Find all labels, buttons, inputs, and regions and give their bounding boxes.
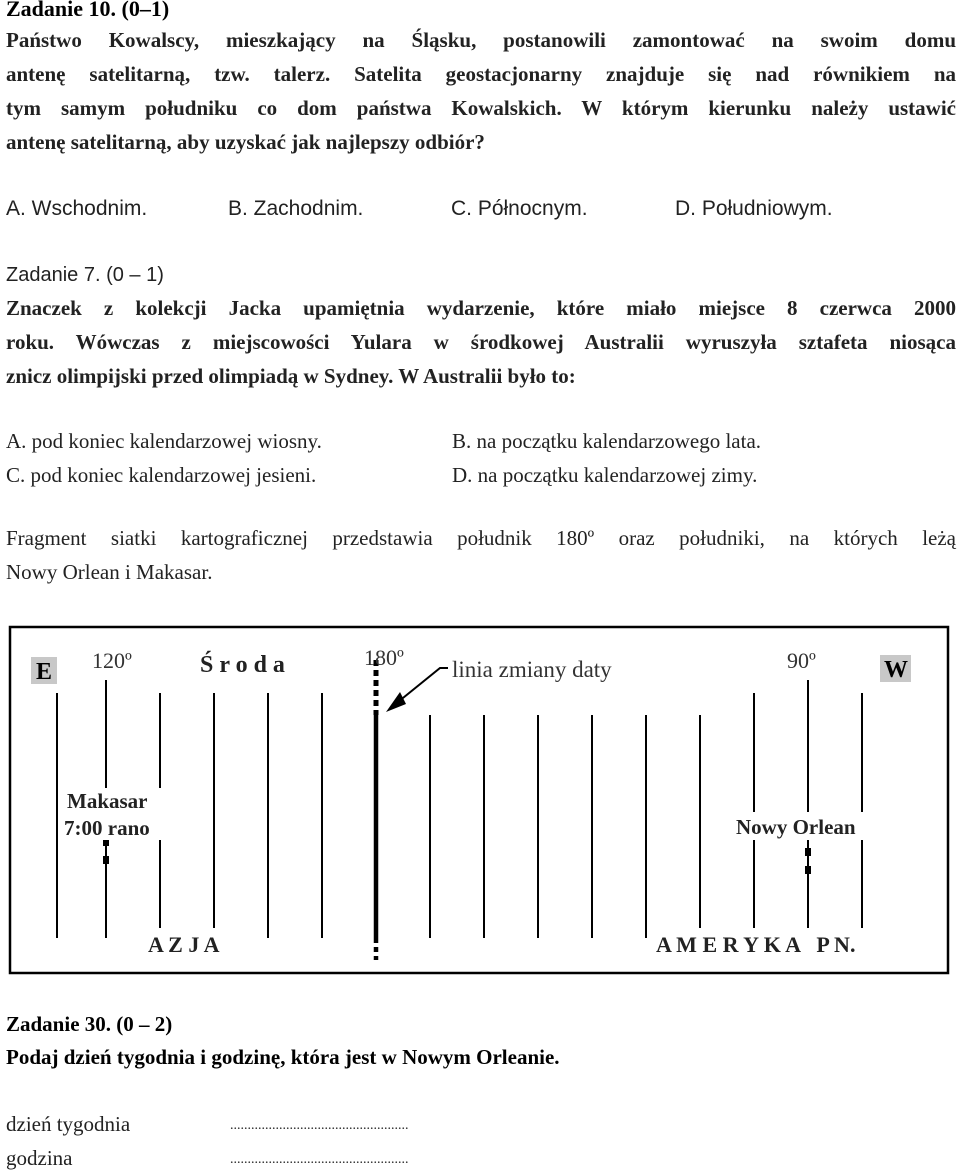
label-east: E — [35, 659, 53, 685]
task7-option-b[interactable]: B. na początku kalendarzowego lata. — [452, 429, 762, 453]
degree-90-label: 90º — [787, 648, 816, 673]
task30-question: Podaj dzień tygodnia i godzinę, która jest w Nowym Orleanie. — [6, 1045, 560, 1069]
task10-option-d[interactable]: D. Południowym. — [675, 197, 833, 220]
answer-day-label: dzień tygodnia — [6, 1112, 131, 1136]
answer-day-field[interactable]: ................................................... — [230, 1118, 409, 1133]
task10-option-a[interactable]: A. Wschodnim. — [6, 197, 148, 220]
answer-hour-label: godzina — [6, 1146, 73, 1170]
date-line-label: linia zmiany daty — [452, 657, 612, 682]
task10-text-line-3: tym samym południku co dom państwa Kowalskich. W którym kierunku należy ustawić — [6, 96, 956, 120]
nowy-orlean-label: Nowy Orlean — [736, 815, 856, 839]
task10-option-c[interactable]: C. Północnym. — [451, 197, 588, 220]
intro-line-2: Nowy Orlean i Makasar. — [6, 560, 213, 584]
task7-header: Zadanie 7. (0 – 1) — [6, 264, 164, 286]
task10-text-line-1: Państwo Kowalscy, mieszkający na Śląsku, postanowili zamontować na swoim domu — [6, 28, 956, 52]
task7-option-d[interactable]: D. na początku kalendarzowej zimy. — [452, 463, 758, 487]
azja-label: A Z J A — [148, 932, 220, 957]
task10-option-b[interactable]: B. Zachodnim. — [228, 197, 364, 220]
task7-text-line-2: roku. Wówczas z miejscowości Yulara w środkowej Australii wyruszyła sztafeta niosąca — [6, 330, 956, 354]
makasar-label: Makasar — [67, 789, 148, 813]
makasar-time-label: 7:00 rano — [64, 816, 150, 840]
task30-header: Zadanie 30. (0 – 2) — [6, 1012, 173, 1036]
degree-120-label: 120º — [92, 648, 132, 673]
degree-180-label: 180º — [364, 645, 404, 670]
day-label: Ś r o d a — [200, 652, 285, 678]
answer-hour-field[interactable]: ................................................... — [230, 1152, 409, 1167]
task10-text-line-4: antenę satelitarną, aby uzyskać jak najlepszy odbiór? — [6, 130, 485, 154]
task7-text-line-3: znicz olimpijski przed olimpiadą w Sydney. W Australii było to: — [6, 364, 576, 388]
task7-option-a[interactable]: A. pod koniec kalendarzowej wiosny. — [6, 429, 322, 453]
task10-header: Zadanie 10. (0–1) — [6, 0, 170, 21]
meridian-grid-figure — [0, 620, 960, 980]
task7-option-c[interactable]: C. pod koniec kalendarzowej jesieni. — [6, 463, 317, 487]
intro-line-1: Fragment siatki kartograficznej przedstawia południk 180º oraz południki, na których leżą — [6, 526, 956, 550]
task7-text-line-1: Znaczek z kolekcji Jacka upamiętnia wydarzenie, które miało miejsce 8 czerwca 2000 — [6, 296, 956, 320]
ameryka-label: A M E R Y K A P N. — [656, 932, 856, 957]
task10-text-line-2: antenę satelitarną, tzw. talerz. Satelita geostacjonarny znajduje się nad równikiem na — [6, 62, 956, 86]
label-west: W — [884, 657, 908, 683]
